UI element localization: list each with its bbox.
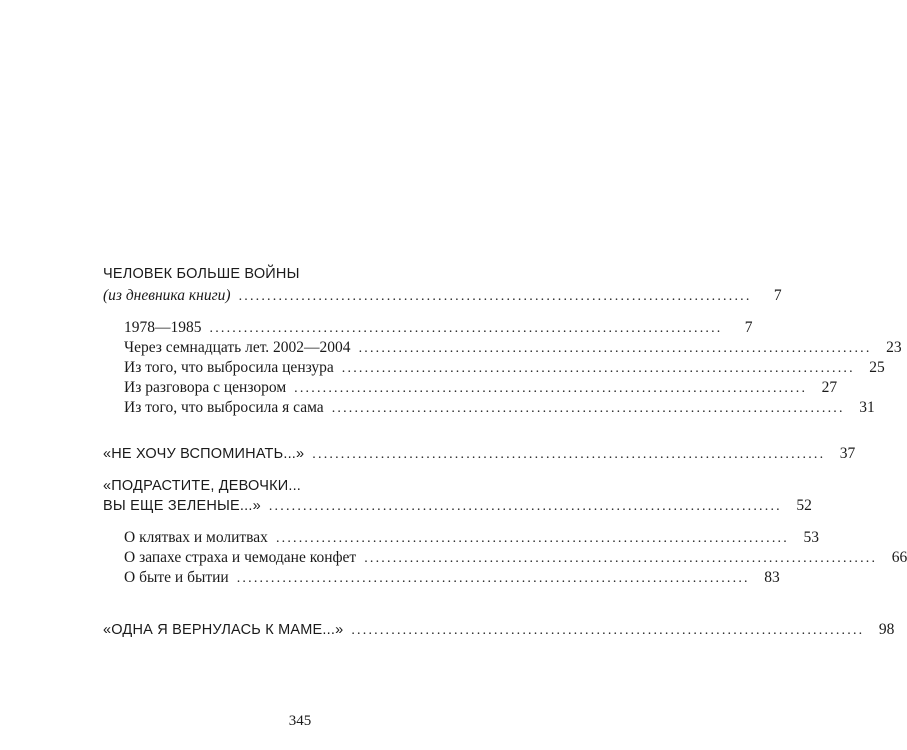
toc-entry <box>103 286 782 307</box>
dot-leader: .......................................................................................... <box>275 531 789 546</box>
toc-entry-page: 53 <box>803 529 819 546</box>
toc-entry <box>124 378 838 399</box>
toc-entry-title: (из дневника книги) <box>103 287 231 304</box>
toc-entry-title: 1978—1985 <box>124 319 202 336</box>
toc-entry-page: 37 <box>839 445 856 462</box>
toc-entry-title: О клятвах и молитвах <box>124 529 268 546</box>
toc-part3-heading-line2: ВЫ ЕЩЕ ЗЕЛЕНЫЕ...» <box>103 498 261 514</box>
page-number: 345 <box>288 713 312 729</box>
dot-leader: .......................................................................................... <box>331 401 845 416</box>
toc-entry-title: О запахе страха и чемодане конфет <box>124 549 357 566</box>
toc-entry <box>103 444 856 465</box>
toc-entry-title: О быте и бытии <box>124 569 229 586</box>
dot-leader: .......................................................................................... <box>209 321 723 336</box>
toc-entry-title: Через семнадцать лет. 2002—2004 <box>124 339 351 356</box>
dot-leader: .......................................................................................... <box>364 551 878 566</box>
toc-entry-title: Из того, что выбросила цензура <box>124 359 334 376</box>
toc-entry-page: 66 <box>891 549 907 566</box>
toc-entry-page: 52 <box>796 497 812 514</box>
toc-part1-heading: ЧЕЛОВЕК БОЛЬШЕ ВОЙНЫ <box>103 266 300 282</box>
toc-entry <box>103 620 895 641</box>
dot-leader: .......................................................................................... <box>268 499 782 514</box>
toc-part3-heading-line1: «ПОДРАСТИТЕ, ДЕВОЧКИ... <box>103 478 302 494</box>
toc-entry-title: Из разговора с цензором <box>124 379 287 396</box>
dot-leader: .......................................................................................... <box>341 361 855 376</box>
toc-entry <box>124 318 753 339</box>
toc-entry <box>124 358 885 379</box>
toc-part2-heading: «НЕ ХОЧУ ВСПОМИНАТЬ...» <box>103 446 305 462</box>
toc-entry-page: 7 <box>744 319 753 336</box>
toc-entry <box>103 496 812 517</box>
dot-leader: .......................................................................................... <box>351 623 865 638</box>
dot-leader: .......................................................................................... <box>238 289 752 304</box>
dot-leader: .......................................................................................... <box>358 341 872 356</box>
toc-entry <box>124 568 780 589</box>
toc-entry-page: 83 <box>764 569 780 586</box>
toc-part4-heading: «ОДНА Я ВЕРНУЛАСЬ К МАМЕ...» <box>103 622 344 638</box>
toc-entry-page: 25 <box>869 359 885 376</box>
toc-entry-page: 7 <box>773 287 782 304</box>
toc-entry-title: Из того, что выбросила я сама <box>124 399 324 416</box>
toc-entry <box>124 548 907 569</box>
toc-entry <box>124 528 819 549</box>
toc-entry-page: 27 <box>821 379 838 396</box>
dot-leader: .......................................................................................... <box>236 571 750 586</box>
toc-entry-page: 23 <box>886 339 902 356</box>
dot-leader: .......................................................................................... <box>294 381 808 396</box>
dot-leader: .......................................................................................... <box>312 447 826 462</box>
toc-entry <box>124 338 902 359</box>
toc-entry <box>124 398 875 419</box>
toc-entry-page: 98 <box>878 621 895 638</box>
toc-entry-page: 31 <box>859 399 875 416</box>
